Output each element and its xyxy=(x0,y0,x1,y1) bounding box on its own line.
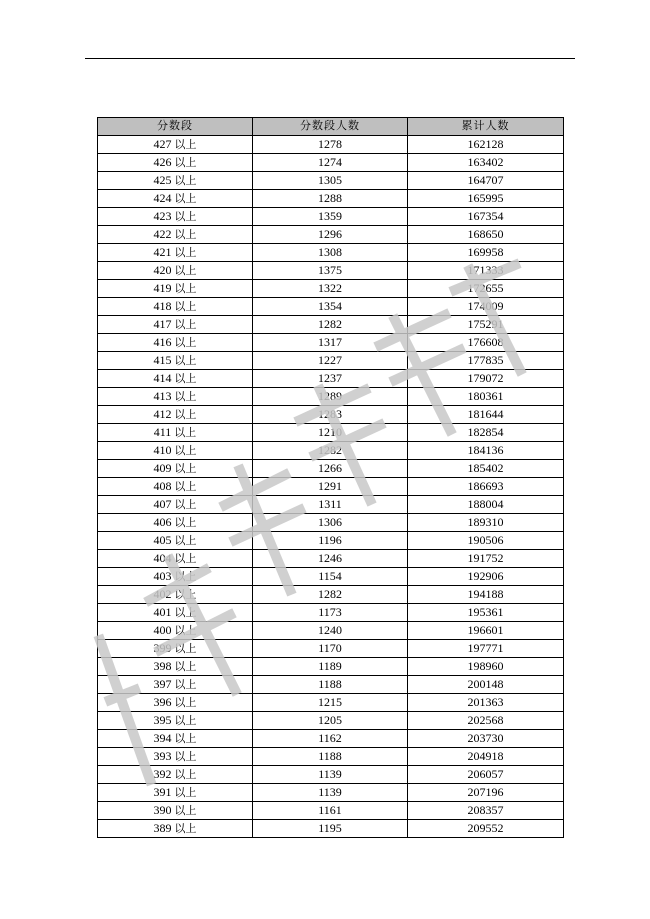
cumulative-count-cell: 195361 xyxy=(408,603,564,621)
score-suffix: 以上 xyxy=(174,587,197,601)
score-suffix: 以上 xyxy=(174,389,197,403)
table-row xyxy=(98,351,564,369)
range-count-cell: 1278 xyxy=(253,135,408,153)
score-range-cell xyxy=(98,351,253,369)
table-row xyxy=(98,495,564,513)
score-range-cell xyxy=(98,693,253,711)
cumulative-count-cell: 185402 xyxy=(408,459,564,477)
table-row xyxy=(98,603,564,621)
table-row xyxy=(98,135,564,153)
table-row xyxy=(98,423,564,441)
table-row xyxy=(98,675,564,693)
table-row xyxy=(98,315,564,333)
score-value: 401 xyxy=(153,604,172,619)
score-range-cell xyxy=(98,513,253,531)
score-suffix: 以上 xyxy=(174,371,197,385)
score-suffix: 以上 xyxy=(174,677,197,691)
score-suffix: 以上 xyxy=(174,281,197,295)
range-count-cell: 1139 xyxy=(253,783,408,801)
score-suffix: 以上 xyxy=(174,335,197,349)
score-suffix: 以上 xyxy=(174,299,197,313)
table-row xyxy=(98,747,564,765)
table-row xyxy=(98,261,564,279)
score-range-cell xyxy=(98,153,253,171)
score-suffix: 以上 xyxy=(174,803,197,817)
range-count-cell: 1317 xyxy=(253,333,408,351)
range-count-cell: 1196 xyxy=(253,531,408,549)
score-value: 409 xyxy=(153,460,172,475)
score-value: 408 xyxy=(153,478,172,493)
score-suffix: 以上 xyxy=(174,407,197,421)
range-count-cell: 1289 xyxy=(253,387,408,405)
score-suffix: 以上 xyxy=(174,155,197,169)
score-range-cell xyxy=(98,567,253,585)
table-row xyxy=(98,819,564,837)
score-suffix: 以上 xyxy=(174,641,197,655)
cumulative-count-cell: 163402 xyxy=(408,153,564,171)
range-count-cell: 1305 xyxy=(253,171,408,189)
score-range-cell xyxy=(98,747,253,765)
cumulative-count-cell: 164707 xyxy=(408,171,564,189)
score-suffix: 以上 xyxy=(174,731,197,745)
score-range-cell xyxy=(98,387,253,405)
cumulative-count-cell: 179072 xyxy=(408,369,564,387)
score-suffix: 以上 xyxy=(174,317,197,331)
cumulative-count-cell: 186693 xyxy=(408,477,564,495)
score-value: 404 xyxy=(153,550,172,565)
cumulative-count-cell: 196601 xyxy=(408,621,564,639)
cumulative-count-cell: 198960 xyxy=(408,657,564,675)
score-value: 418 xyxy=(153,298,172,313)
range-count-cell: 1227 xyxy=(253,351,408,369)
score-value: 398 xyxy=(153,658,172,673)
score-suffix: 以上 xyxy=(174,713,197,727)
cumulative-count-cell: 177835 xyxy=(408,351,564,369)
cumulative-count-cell: 167354 xyxy=(408,207,564,225)
score-range-cell xyxy=(98,675,253,693)
score-range-cell xyxy=(98,279,253,297)
score-suffix: 以上 xyxy=(174,227,197,241)
range-count-cell: 1282 xyxy=(253,585,408,603)
table-row xyxy=(98,621,564,639)
table-row xyxy=(98,657,564,675)
range-count-cell: 1375 xyxy=(253,261,408,279)
score-value: 413 xyxy=(153,388,172,403)
score-value: 421 xyxy=(153,244,172,259)
range-count-cell: 1246 xyxy=(253,549,408,567)
score-suffix: 以上 xyxy=(174,605,197,619)
range-count-cell: 1215 xyxy=(253,693,408,711)
score-value: 394 xyxy=(153,730,172,745)
score-suffix: 以上 xyxy=(174,353,197,367)
score-range-cell xyxy=(98,135,253,153)
score-range-cell xyxy=(98,495,253,513)
score-range-cell xyxy=(98,369,253,387)
score-range-cell xyxy=(98,819,253,837)
score-value: 392 xyxy=(153,766,172,781)
score-suffix: 以上 xyxy=(174,749,197,763)
table-header-row xyxy=(98,118,564,136)
table-row xyxy=(98,477,564,495)
range-count-cell: 1205 xyxy=(253,711,408,729)
cumulative-count-cell: 203730 xyxy=(408,729,564,747)
score-suffix: 以上 xyxy=(174,533,197,547)
score-range-cell xyxy=(98,297,253,315)
score-value: 399 xyxy=(153,640,172,655)
score-suffix: 以上 xyxy=(174,551,197,565)
score-value: 407 xyxy=(153,496,172,511)
table-row xyxy=(98,729,564,747)
score-range-cell xyxy=(98,585,253,603)
cumulative-count-cell: 209552 xyxy=(408,819,564,837)
score-value: 426 xyxy=(153,154,172,169)
score-distribution-table xyxy=(97,117,564,838)
range-count-cell: 1282 xyxy=(253,315,408,333)
cumulative-count-cell: 207196 xyxy=(408,783,564,801)
score-value: 405 xyxy=(153,532,172,547)
score-range-cell xyxy=(98,531,253,549)
cumulative-count-cell: 168650 xyxy=(408,225,564,243)
cumulative-count-cell: 184136 xyxy=(408,441,564,459)
score-suffix: 以上 xyxy=(174,425,197,439)
range-count-cell: 1306 xyxy=(253,513,408,531)
score-value: 400 xyxy=(153,622,172,637)
score-suffix: 以上 xyxy=(174,479,197,493)
score-range-cell xyxy=(98,261,253,279)
cumulative-count-cell: 181644 xyxy=(408,405,564,423)
score-range-cell xyxy=(98,441,253,459)
score-value: 389 xyxy=(153,820,172,835)
table-row xyxy=(98,333,564,351)
score-value: 391 xyxy=(153,784,172,799)
table-row xyxy=(98,711,564,729)
score-value: 415 xyxy=(153,352,172,367)
range-count-cell: 1288 xyxy=(253,189,408,207)
score-range-cell xyxy=(98,603,253,621)
cumulative-count-cell: 182854 xyxy=(408,423,564,441)
range-count-cell: 1354 xyxy=(253,297,408,315)
score-suffix: 以上 xyxy=(174,821,197,835)
score-range-cell xyxy=(98,459,253,477)
table-row xyxy=(98,639,564,657)
range-count-cell: 1311 xyxy=(253,495,408,513)
score-value: 390 xyxy=(153,802,172,817)
range-count-cell: 1274 xyxy=(253,153,408,171)
score-value: 424 xyxy=(153,190,172,205)
score-value: 395 xyxy=(153,712,172,727)
score-range-cell xyxy=(98,765,253,783)
score-range-cell xyxy=(98,801,253,819)
cumulative-count-cell: 172655 xyxy=(408,279,564,297)
table-row xyxy=(98,207,564,225)
table-row xyxy=(98,279,564,297)
score-value: 403 xyxy=(153,568,172,583)
score-range-cell xyxy=(98,207,253,225)
score-range-cell xyxy=(98,711,253,729)
cumulative-count-cell: 202568 xyxy=(408,711,564,729)
table-row xyxy=(98,765,564,783)
range-count-cell: 1291 xyxy=(253,477,408,495)
cumulative-count-cell: 180361 xyxy=(408,387,564,405)
range-count-cell: 1173 xyxy=(253,603,408,621)
range-count-cell: 1139 xyxy=(253,765,408,783)
score-suffix: 以上 xyxy=(174,191,197,205)
score-suffix: 以上 xyxy=(174,263,197,277)
cumulative-count-cell: 188004 xyxy=(408,495,564,513)
cumulative-count-cell: 208357 xyxy=(408,801,564,819)
score-value: 427 xyxy=(153,136,172,151)
score-suffix: 以上 xyxy=(174,623,197,637)
table-row xyxy=(98,549,564,567)
score-range-cell xyxy=(98,621,253,639)
cumulative-count-cell: 201363 xyxy=(408,693,564,711)
range-count-cell: 1162 xyxy=(253,729,408,747)
table-row xyxy=(98,531,564,549)
cumulative-count-cell: 200148 xyxy=(408,675,564,693)
score-value: 410 xyxy=(153,442,172,457)
score-range-cell xyxy=(98,315,253,333)
range-count-cell: 1266 xyxy=(253,459,408,477)
score-range-cell xyxy=(98,405,253,423)
table-row xyxy=(98,405,564,423)
range-count-cell: 1359 xyxy=(253,207,408,225)
cumulative-count-cell: 176608 xyxy=(408,333,564,351)
cumulative-count-cell: 204918 xyxy=(408,747,564,765)
table-row xyxy=(98,243,564,261)
table-row xyxy=(98,153,564,171)
score-range-cell xyxy=(98,333,253,351)
table-row xyxy=(98,693,564,711)
cumulative-count-cell: 206057 xyxy=(408,765,564,783)
score-value: 396 xyxy=(153,694,172,709)
score-value: 420 xyxy=(153,262,172,277)
range-count-cell: 1296 xyxy=(253,225,408,243)
range-count-cell: 1188 xyxy=(253,675,408,693)
range-count-cell: 1189 xyxy=(253,657,408,675)
score-value: 425 xyxy=(153,172,172,187)
score-suffix: 以上 xyxy=(174,173,197,187)
cumulative-count-cell: 169958 xyxy=(408,243,564,261)
score-value: 402 xyxy=(153,586,172,601)
score-range-cell xyxy=(98,477,253,495)
range-count-cell: 1240 xyxy=(253,621,408,639)
cumulative-count-cell: 191752 xyxy=(408,549,564,567)
header-rule xyxy=(85,58,575,59)
score-suffix: 以上 xyxy=(174,443,197,457)
score-range-cell xyxy=(98,549,253,567)
table-row xyxy=(98,171,564,189)
score-value: 423 xyxy=(153,208,172,223)
score-suffix: 以上 xyxy=(174,137,197,151)
range-count-cell: 1154 xyxy=(253,567,408,585)
score-value: 406 xyxy=(153,514,172,529)
table-row xyxy=(98,387,564,405)
score-value: 414 xyxy=(153,370,172,385)
range-count-cell: 1170 xyxy=(253,639,408,657)
table-row xyxy=(98,441,564,459)
range-count-cell: 1283 xyxy=(253,405,408,423)
range-count-cell: 1188 xyxy=(253,747,408,765)
table-row xyxy=(98,801,564,819)
table-row xyxy=(98,513,564,531)
score-range-cell xyxy=(98,729,253,747)
score-suffix: 以上 xyxy=(174,785,197,799)
cumulative-count-cell: 175291 xyxy=(408,315,564,333)
cumulative-count-cell: 197771 xyxy=(408,639,564,657)
score-suffix: 以上 xyxy=(174,695,197,709)
cumulative-count-cell: 162128 xyxy=(408,135,564,153)
score-value: 422 xyxy=(153,226,172,241)
cumulative-count-cell: 194188 xyxy=(408,585,564,603)
score-suffix: 以上 xyxy=(174,245,197,259)
table-row xyxy=(98,189,564,207)
score-range-cell xyxy=(98,171,253,189)
score-suffix: 以上 xyxy=(174,497,197,511)
cumulative-count-cell: 190506 xyxy=(408,531,564,549)
header-range-count: 分数段人数 xyxy=(253,118,408,136)
score-suffix: 以上 xyxy=(174,767,197,781)
score-range-cell xyxy=(98,639,253,657)
table-row xyxy=(98,567,564,585)
range-count-cell: 1308 xyxy=(253,243,408,261)
score-value: 393 xyxy=(153,748,172,763)
table-row xyxy=(98,369,564,387)
score-suffix: 以上 xyxy=(174,515,197,529)
range-count-cell: 1237 xyxy=(253,369,408,387)
score-value: 412 xyxy=(153,406,172,421)
table-row xyxy=(98,459,564,477)
score-suffix: 以上 xyxy=(174,569,197,583)
table-row xyxy=(98,783,564,801)
cumulative-count-cell: 165995 xyxy=(408,189,564,207)
score-range-cell xyxy=(98,657,253,675)
score-suffix: 以上 xyxy=(174,461,197,475)
cumulative-count-cell: 189310 xyxy=(408,513,564,531)
range-count-cell: 1210 xyxy=(253,423,408,441)
score-range-cell xyxy=(98,225,253,243)
range-count-cell: 1161 xyxy=(253,801,408,819)
cumulative-count-cell: 174009 xyxy=(408,297,564,315)
score-range-cell xyxy=(98,189,253,207)
range-count-cell: 1322 xyxy=(253,279,408,297)
score-value: 411 xyxy=(153,424,172,439)
header-cumulative-count: 累计人数 xyxy=(408,118,564,136)
range-count-cell: 1195 xyxy=(253,819,408,837)
score-range-cell xyxy=(98,783,253,801)
score-value: 416 xyxy=(153,334,172,349)
cumulative-count-cell: 192906 xyxy=(408,567,564,585)
table-body xyxy=(98,135,564,837)
score-value: 417 xyxy=(153,316,172,331)
header-score-range: 分数段 xyxy=(98,118,253,136)
score-range-cell xyxy=(98,243,253,261)
cumulative-count-cell: 171333 xyxy=(408,261,564,279)
table-row xyxy=(98,585,564,603)
range-count-cell: 1282 xyxy=(253,441,408,459)
score-value: 419 xyxy=(153,280,172,295)
table-row xyxy=(98,225,564,243)
score-value: 397 xyxy=(153,676,172,691)
score-suffix: 以上 xyxy=(174,209,197,223)
score-suffix: 以上 xyxy=(174,659,197,673)
table-row xyxy=(98,297,564,315)
score-range-cell xyxy=(98,423,253,441)
